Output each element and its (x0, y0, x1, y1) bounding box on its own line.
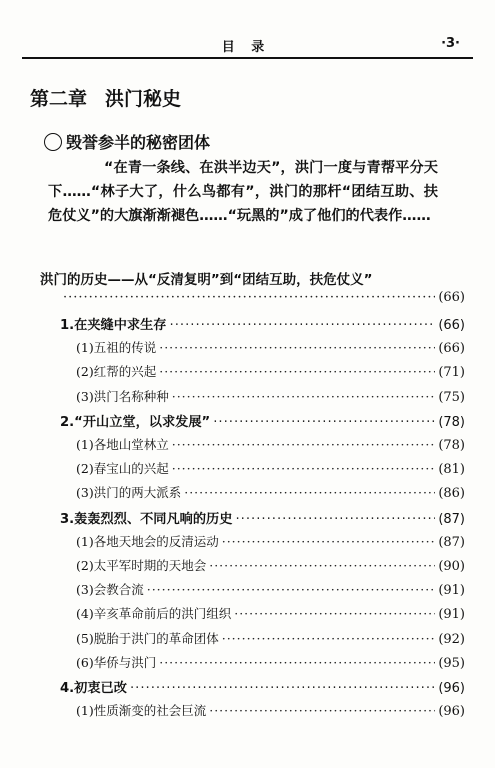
toc-page-number: (95) (438, 656, 465, 671)
section-title: 毁誉参半的秘密团体 (66, 133, 211, 152)
page-header (22, 28, 470, 55)
toc-entry[interactable] (76, 362, 465, 382)
toc-entry[interactable] (60, 677, 465, 697)
toc-entry[interactable] (76, 580, 465, 600)
toc-entry-label: (1)各地天地会的反清运动 (76, 534, 219, 549)
leader-dots (130, 681, 435, 696)
toc-entry-subsection[interactable] (60, 290, 465, 310)
toc-entry[interactable] (60, 411, 465, 431)
header-title: 目 录 (221, 40, 271, 55)
leader-dots (159, 340, 435, 355)
leader-dots (159, 364, 435, 379)
toc-entry[interactable] (76, 653, 465, 673)
toc-entry-label: (4)辛亥革命前后的洪门组织 (76, 606, 232, 621)
leader-dots (159, 655, 435, 670)
chapter-number: 第二章 (30, 88, 88, 110)
toc-page-number: (87) (438, 512, 465, 527)
leader-dots (172, 461, 436, 476)
leader-dots (234, 606, 435, 621)
toc-entry[interactable] (76, 459, 465, 479)
toc-entry-label: 2.“开山立堂，以求发展” (60, 415, 211, 430)
toc-entry[interactable] (76, 338, 465, 358)
section-heading (44, 130, 210, 153)
chapter-title: 洪门秘史 (105, 88, 182, 110)
toc-page-number: (78) (438, 438, 465, 453)
toc-page-number: (66) (438, 341, 465, 356)
leader-dots (184, 485, 435, 500)
toc-entry[interactable] (76, 387, 465, 407)
toc-page-number: (90) (438, 559, 465, 574)
toc-page-number: (96) (438, 681, 465, 696)
toc-page-number: (92) (438, 632, 465, 647)
toc-entry-label: 3.轰轰烈烈、不同凡响的历史 (60, 512, 233, 527)
leader-dots (213, 415, 435, 430)
toc-entry[interactable] (76, 604, 465, 624)
leader-dots (172, 389, 436, 404)
chapter-heading (30, 84, 181, 111)
leader-dots (235, 512, 435, 527)
header-page-number: ·3· (441, 36, 460, 51)
header-rule (22, 57, 473, 59)
toc-entry-label: (1)性质渐变的社会巨流 (76, 703, 207, 718)
section-intro: “在青一条线、在洪半边天”，洪门一度与青帮平分天下……“林子大了，什么鸟都有”，洪门的那杆“团结互助、扶危仗义”的大旗渐渐褪色……“玩黑的”成了他们的代表作…… (48, 160, 438, 224)
toc-page-number: (96) (438, 704, 465, 719)
toc-entry-label: (1)五祖的传说 (76, 340, 157, 355)
toc-page-number: (75) (438, 390, 465, 405)
toc-entry-label: (3)洪门名称种种 (76, 389, 169, 404)
toc-entry[interactable] (76, 532, 465, 552)
toc-entry[interactable] (76, 556, 465, 576)
toc-entry[interactable] (76, 629, 465, 649)
toc-page-number: (86) (438, 486, 465, 501)
toc-entry[interactable] (76, 483, 465, 503)
leader-dots (147, 582, 436, 597)
leader-dots (222, 631, 436, 646)
toc-entry-label: (2)春宝山的兴起 (76, 461, 169, 476)
circle-bullet-icon (44, 133, 62, 151)
leader-dots (209, 558, 435, 573)
toc-page-number: (78) (438, 415, 465, 430)
toc-page-number: (66) (438, 290, 465, 305)
leader-dots (209, 703, 435, 718)
toc-entry-label: (2)太平军时期的天地会 (76, 558, 207, 573)
toc-entry-label: (2)红帮的兴起 (76, 364, 157, 379)
toc-entry[interactable] (60, 508, 465, 528)
toc-entry-label: (3)洪门的两大派系 (76, 485, 182, 500)
toc-page-number: (87) (438, 535, 465, 550)
toc-page-number: (71) (438, 365, 465, 380)
toc-page-number: (81) (438, 462, 465, 477)
toc-entry[interactable] (76, 701, 465, 721)
toc-entry-label: (6)华侨与洪门 (76, 655, 157, 670)
leader-dots (172, 437, 436, 452)
toc-entry-label: (5)脱胎于洪门的革命团体 (76, 631, 219, 646)
subsection-title: 洪门的历史——从“反清复明”到“团结互助，扶危仗义” (40, 272, 373, 288)
toc-page-number: (66) (438, 318, 465, 333)
leader-dots (63, 290, 435, 305)
toc-page-number: (91) (438, 607, 465, 622)
leader-dots (170, 318, 436, 333)
toc-entry-label: 1.在夹缝中求生存 (60, 318, 167, 333)
toc-entry-label: (3)会教合流 (76, 582, 144, 597)
toc-entry[interactable] (76, 435, 465, 455)
toc-page-number: (91) (438, 583, 465, 598)
toc-entry[interactable] (60, 314, 465, 334)
toc-entry-label: 4.初衷已改 (60, 681, 127, 696)
toc-entry-label: (1)各地山堂林立 (76, 437, 169, 452)
leader-dots (222, 534, 436, 549)
